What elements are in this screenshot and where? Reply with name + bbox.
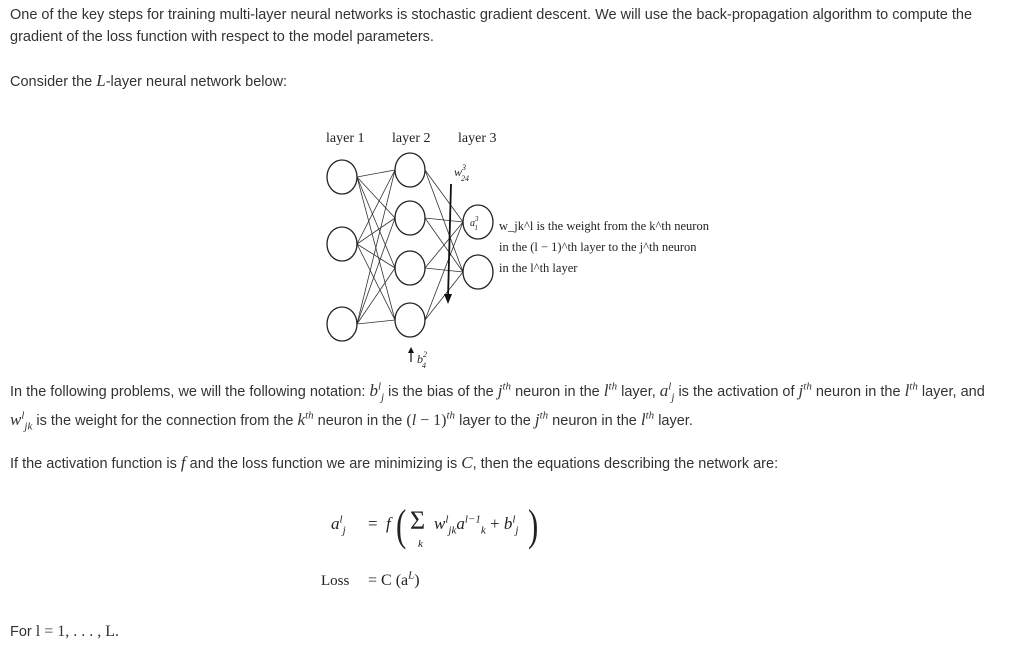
weight-annotation (499, 219, 710, 275)
notation-t6: neuron in the (811, 384, 905, 400)
intro-text: One of the key steps for training multi-layer neural networks is stochastic gradient descent. We will use the back-propagation algorithm to compute the gradient of the loss function with respect to the model parameters. (10, 7, 973, 45)
connection-edge (357, 268, 395, 324)
weight-arrow (448, 184, 451, 298)
footer-prefix: For (10, 624, 36, 640)
intro-paragraph (10, 4, 1004, 48)
activation-label: $a^3$ 1 (470, 215, 479, 232)
activation-t1: If the activation function is (10, 456, 181, 472)
weight-arrow-head (444, 294, 452, 304)
consider-paragraph (10, 70, 1004, 93)
activation-t3: , then the equations describing the network are: (472, 456, 779, 472)
notation-t9: neuron in the (313, 413, 407, 429)
notation-paragraph: In the following problems, we will the following notation: $b^l_j$ is the bias of the $j^{th}$ neuron in the $l^{th}$ layer, $a^l_j$ is the activation of $j^{th}$ neuron in the $l^{th}$ layer, and $w^l_{jk}$ is the weight for the connection from the $k^{th}$ neuron in the $(l - 1)^{th}$ layer to the $j^{th}$ neuron in the $l^{th}$ layer. (10, 380, 985, 433)
notation-t1: In the following problems, we will the following notation: (10, 384, 370, 400)
connection-edge (357, 170, 395, 177)
notation-t4: layer, (617, 384, 660, 400)
layer-1-label: layer 1 (326, 131, 365, 146)
notation-t8: is the weight for the connection from the (32, 413, 298, 429)
equation-2-lhs: Loss (321, 573, 350, 589)
annotation-line-2: in the (l − 1)^th layer to the j^th neuron (499, 240, 697, 254)
notation-t10: layer to the (455, 413, 535, 429)
connection-edge (357, 177, 395, 268)
consider-symbol-L: L (96, 71, 106, 90)
bias-arrow-head (408, 347, 414, 353)
notation-t5: is the activation of (674, 384, 799, 400)
notation-t7: layer, and (917, 384, 985, 400)
layer-2-label: layer 2 (392, 131, 431, 146)
connection-edge (357, 170, 395, 324)
notation-t2: is the bias of the (384, 384, 498, 400)
neuron-1-3 (327, 307, 357, 341)
connection-edge (425, 222, 463, 268)
consider-text-after: -layer neural network below: (105, 74, 288, 90)
notation-t12: layer. (654, 413, 693, 429)
activation-f-symbol: f (180, 453, 186, 472)
annotation-line-3: in the l^th layer (499, 261, 578, 275)
consider-text-before: Consider the (10, 74, 97, 90)
neuron-1-2 (327, 227, 357, 261)
neuron-3-2 (463, 255, 493, 289)
weight-label: $w^3$ 24 (454, 163, 470, 183)
neuron-2-2 (395, 201, 425, 235)
connection-edge (357, 320, 395, 324)
neural-network-figure (318, 122, 718, 372)
notation-t3: neuron in the (511, 384, 604, 400)
footer-math: l = 1, . . . , L. (35, 623, 120, 640)
layer-3-label: layer 3 (458, 131, 497, 146)
neuron-2-3 (395, 251, 425, 285)
connection-edge (425, 272, 463, 320)
bias-label: $b^2$ 4 (417, 350, 427, 370)
neuron-2-1 (395, 153, 425, 187)
activation-paragraph (10, 452, 1004, 475)
neuron-2-4 (395, 303, 425, 337)
footer-paragraph (10, 621, 1004, 643)
neuron-1-1 (327, 160, 357, 194)
layer-labels (326, 131, 496, 146)
activation-C-symbol: C (461, 453, 473, 472)
notation-t11: neuron in the (548, 413, 641, 429)
activation-t2: and the loss function we are minimizing is (185, 456, 462, 472)
annotation-line-1: w_jk^l is the weight from the k^th neuron (499, 219, 709, 233)
equation-2-rhs: = C $(a^L)$ (368, 569, 420, 589)
equation-1-lhs: $a^l_j$ (331, 513, 346, 537)
